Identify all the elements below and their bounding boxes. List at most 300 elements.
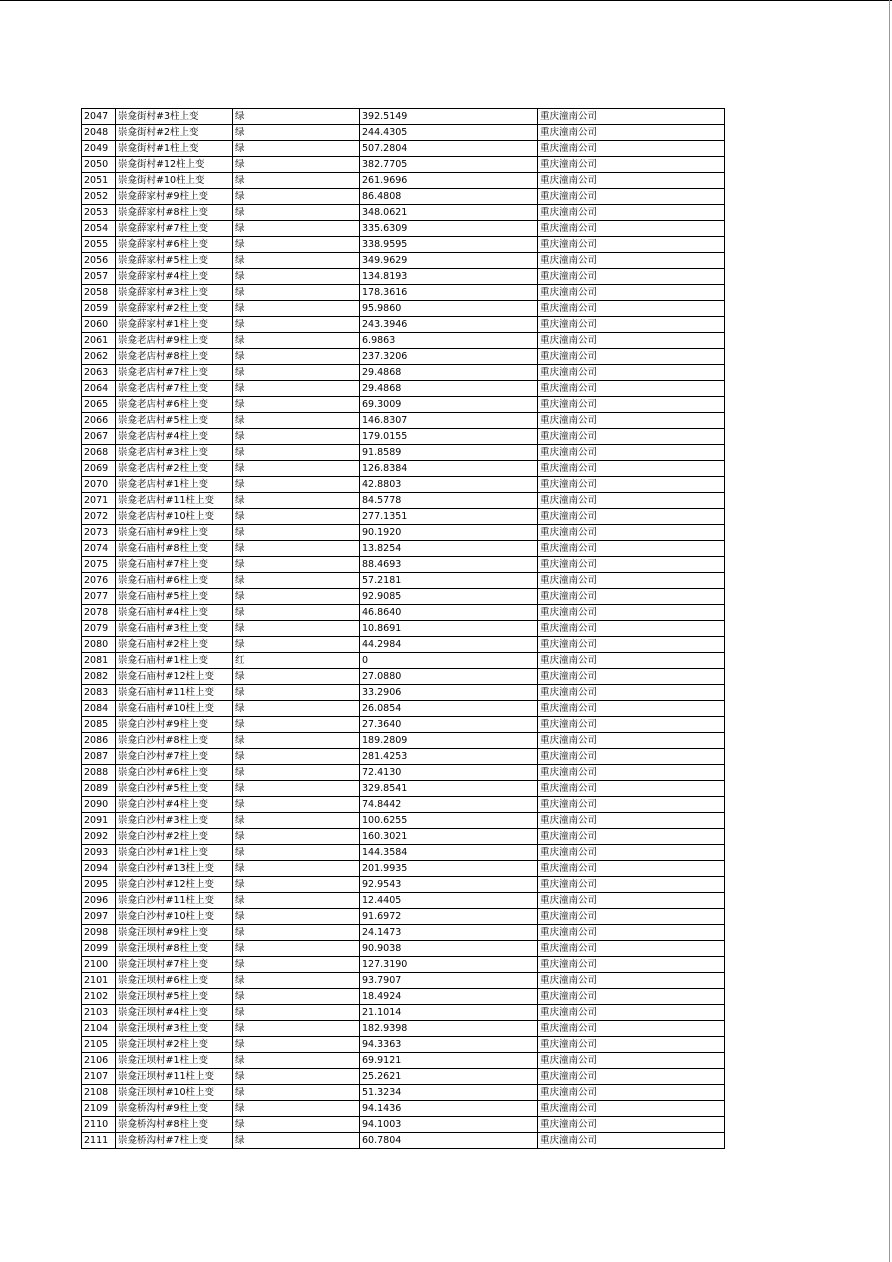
status-cell: 绿 (233, 621, 360, 637)
company-cell: 重庆潼南公司 (538, 605, 725, 621)
status-cell: 绿 (233, 541, 360, 557)
status-cell: 绿 (233, 989, 360, 1005)
transformer-name-cell: 崇龛白沙村#9柱上变 (116, 717, 233, 733)
table-row (82, 1021, 725, 1037)
company-cell: 重庆潼南公司 (538, 1037, 725, 1053)
row-number-cell: 2064 (82, 381, 116, 397)
value-cell: 27.3640 (360, 717, 538, 733)
value-cell: 91.8589 (360, 445, 538, 461)
table-row (82, 829, 725, 845)
value-cell: 44.2984 (360, 637, 538, 653)
table-row (82, 669, 725, 685)
company-cell: 重庆潼南公司 (538, 893, 725, 909)
status-cell: 绿 (233, 253, 360, 269)
status-cell: 绿 (233, 973, 360, 989)
value-cell: 88.4693 (360, 557, 538, 573)
table-row (82, 845, 725, 861)
row-number-cell: 2094 (82, 861, 116, 877)
table-row (82, 317, 725, 333)
transformer-name-cell: 崇龛街村#1柱上变 (116, 141, 233, 157)
value-cell: 201.9935 (360, 861, 538, 877)
status-cell: 绿 (233, 605, 360, 621)
value-cell: 12.4405 (360, 893, 538, 909)
row-number-cell: 2053 (82, 205, 116, 221)
transformer-name-cell: 崇龛白沙村#12柱上变 (116, 877, 233, 893)
transformer-name-cell: 崇龛老店村#4柱上变 (116, 429, 233, 445)
transformer-name-cell: 崇龛石庙村#9柱上变 (116, 525, 233, 541)
value-cell: 349.9629 (360, 253, 538, 269)
transformer-name-cell: 崇龛汪坝村#6柱上变 (116, 973, 233, 989)
status-cell: 绿 (233, 205, 360, 221)
status-cell: 绿 (233, 1101, 360, 1117)
row-number-cell: 2056 (82, 253, 116, 269)
status-cell: 绿 (233, 189, 360, 205)
row-number-cell: 2089 (82, 781, 116, 797)
table-row (82, 781, 725, 797)
company-cell: 重庆潼南公司 (538, 397, 725, 413)
value-cell: 94.1003 (360, 1117, 538, 1133)
company-cell: 重庆潼南公司 (538, 765, 725, 781)
row-number-cell: 2047 (82, 109, 116, 125)
value-cell: 127.3190 (360, 957, 538, 973)
company-cell: 重庆潼南公司 (538, 877, 725, 893)
status-cell: 绿 (233, 317, 360, 333)
table-row (82, 125, 725, 141)
company-cell: 重庆潼南公司 (538, 205, 725, 221)
table-row (82, 1133, 725, 1149)
company-cell: 重庆潼南公司 (538, 1133, 725, 1149)
table-row (82, 909, 725, 925)
row-number-cell: 2059 (82, 301, 116, 317)
table-row (82, 413, 725, 429)
value-cell: 92.9543 (360, 877, 538, 893)
status-cell: 绿 (233, 717, 360, 733)
row-number-cell: 2092 (82, 829, 116, 845)
table-row (82, 221, 725, 237)
table-row (82, 397, 725, 413)
status-cell: 绿 (233, 733, 360, 749)
transformer-name-cell: 崇龛薛家村#3柱上变 (116, 285, 233, 301)
row-number-cell: 2098 (82, 925, 116, 941)
row-number-cell: 2081 (82, 653, 116, 669)
row-number-cell: 2095 (82, 877, 116, 893)
row-number-cell: 2065 (82, 397, 116, 413)
value-cell: 392.5149 (360, 109, 538, 125)
transformer-name-cell: 崇龛石庙村#4柱上变 (116, 605, 233, 621)
table-row (82, 333, 725, 349)
transformer-name-cell: 崇龛薛家村#1柱上变 (116, 317, 233, 333)
company-cell: 重庆潼南公司 (538, 381, 725, 397)
row-number-cell: 2103 (82, 1005, 116, 1021)
transformer-name-cell: 崇龛石庙村#8柱上变 (116, 541, 233, 557)
company-cell: 重庆潼南公司 (538, 1085, 725, 1101)
company-cell: 重庆潼南公司 (538, 413, 725, 429)
row-number-cell: 2069 (82, 461, 116, 477)
value-cell: 179.0155 (360, 429, 538, 445)
status-cell: 绿 (233, 781, 360, 797)
table-row (82, 877, 725, 893)
status-cell: 绿 (233, 1037, 360, 1053)
row-number-cell: 2082 (82, 669, 116, 685)
transformer-name-cell: 崇龛石庙村#11柱上变 (116, 685, 233, 701)
status-cell: 绿 (233, 861, 360, 877)
value-cell: 21.1014 (360, 1005, 538, 1021)
value-cell: 29.4868 (360, 381, 538, 397)
company-cell: 重庆潼南公司 (538, 669, 725, 685)
status-cell: 绿 (233, 877, 360, 893)
value-cell: 94.3363 (360, 1037, 538, 1053)
value-cell: 25.2621 (360, 1069, 538, 1085)
status-cell: 绿 (233, 1069, 360, 1085)
transformer-name-cell: 崇龛桥沟村#7柱上变 (116, 1133, 233, 1149)
transformer-name-cell: 崇龛白沙村#5柱上变 (116, 781, 233, 797)
value-cell: 42.8803 (360, 477, 538, 493)
table-row (82, 621, 725, 637)
value-cell: 178.3616 (360, 285, 538, 301)
value-cell: 10.8691 (360, 621, 538, 637)
status-cell: 绿 (233, 701, 360, 717)
status-cell: 绿 (233, 589, 360, 605)
row-number-cell: 2068 (82, 445, 116, 461)
company-cell: 重庆潼南公司 (538, 173, 725, 189)
row-number-cell: 2083 (82, 685, 116, 701)
table-row (82, 509, 725, 525)
row-number-cell: 2087 (82, 749, 116, 765)
transformer-name-cell: 崇龛桥沟村#8柱上变 (116, 1117, 233, 1133)
company-cell: 重庆潼南公司 (538, 285, 725, 301)
value-cell: 261.9696 (360, 173, 538, 189)
table-row (82, 1037, 725, 1053)
table-row (82, 525, 725, 541)
transformer-name-cell: 崇龛汪坝村#4柱上变 (116, 1005, 233, 1021)
table-row (82, 253, 725, 269)
row-number-cell: 2076 (82, 573, 116, 589)
status-cell: 绿 (233, 333, 360, 349)
transformer-name-cell: 崇龛汪坝村#11柱上变 (116, 1069, 233, 1085)
value-cell: 144.3584 (360, 845, 538, 861)
value-cell: 160.3021 (360, 829, 538, 845)
row-number-cell: 2074 (82, 541, 116, 557)
row-number-cell: 2055 (82, 237, 116, 253)
transformer-name-cell: 崇龛汪坝村#3柱上变 (116, 1021, 233, 1037)
company-cell: 重庆潼南公司 (538, 589, 725, 605)
transformer-name-cell: 崇龛石庙村#1柱上变 (116, 653, 233, 669)
table-row (82, 749, 725, 765)
company-cell: 重庆潼南公司 (538, 477, 725, 493)
table-row (82, 173, 725, 189)
company-cell: 重庆潼南公司 (538, 1069, 725, 1085)
status-cell: 绿 (233, 429, 360, 445)
table-row (82, 157, 725, 173)
value-cell: 74.8442 (360, 797, 538, 813)
company-cell: 重庆潼南公司 (538, 813, 725, 829)
company-cell: 重庆潼南公司 (538, 445, 725, 461)
value-cell: 69.3009 (360, 397, 538, 413)
transformer-name-cell: 崇龛白沙村#6柱上变 (116, 765, 233, 781)
row-number-cell: 2102 (82, 989, 116, 1005)
row-number-cell: 2066 (82, 413, 116, 429)
status-cell: 绿 (233, 397, 360, 413)
company-cell: 重庆潼南公司 (538, 941, 725, 957)
table-row (82, 637, 725, 653)
company-cell: 重庆潼南公司 (538, 141, 725, 157)
transformer-name-cell: 崇龛石庙村#3柱上变 (116, 621, 233, 637)
value-cell: 90.1920 (360, 525, 538, 541)
row-number-cell: 2104 (82, 1021, 116, 1037)
status-cell: 绿 (233, 1021, 360, 1037)
company-cell: 重庆潼南公司 (538, 301, 725, 317)
company-cell: 重庆潼南公司 (538, 1117, 725, 1133)
table-row (82, 957, 725, 973)
company-cell: 重庆潼南公司 (538, 973, 725, 989)
company-cell: 重庆潼南公司 (538, 797, 725, 813)
table-row (82, 141, 725, 157)
value-cell: 348.0621 (360, 205, 538, 221)
table-row (82, 477, 725, 493)
value-cell: 335.6309 (360, 221, 538, 237)
row-number-cell: 2073 (82, 525, 116, 541)
table-row (82, 349, 725, 365)
table-row (82, 813, 725, 829)
transformer-name-cell: 崇龛白沙村#10柱上变 (116, 909, 233, 925)
value-cell: 134.8193 (360, 269, 538, 285)
table-row (82, 381, 725, 397)
transformer-name-cell: 崇龛汪坝村#5柱上变 (116, 989, 233, 1005)
value-cell: 182.9398 (360, 1021, 538, 1037)
table-row (82, 1085, 725, 1101)
status-cell: 绿 (233, 845, 360, 861)
status-cell: 红 (233, 653, 360, 669)
status-cell: 绿 (233, 221, 360, 237)
company-cell: 重庆潼南公司 (538, 861, 725, 877)
table-row (82, 765, 725, 781)
company-cell: 重庆潼南公司 (538, 493, 725, 509)
transformer-name-cell: 崇龛白沙村#2柱上变 (116, 829, 233, 845)
row-number-cell: 2078 (82, 605, 116, 621)
transformer-name-cell: 崇龛薛家村#8柱上变 (116, 205, 233, 221)
row-number-cell: 2106 (82, 1053, 116, 1069)
company-cell: 重庆潼南公司 (538, 221, 725, 237)
transformer-name-cell: 崇龛石庙村#6柱上变 (116, 573, 233, 589)
status-cell: 绿 (233, 669, 360, 685)
value-cell: 29.4868 (360, 365, 538, 381)
table-row (82, 541, 725, 557)
company-cell: 重庆潼南公司 (538, 365, 725, 381)
transformer-name-cell: 崇龛汪坝村#8柱上变 (116, 941, 233, 957)
value-cell: 277.1351 (360, 509, 538, 525)
status-cell: 绿 (233, 1133, 360, 1149)
table-row (82, 589, 725, 605)
value-cell: 146.8307 (360, 413, 538, 429)
table-row (82, 445, 725, 461)
status-cell: 绿 (233, 109, 360, 125)
status-cell: 绿 (233, 1005, 360, 1021)
company-cell: 重庆潼南公司 (538, 125, 725, 141)
transformer-name-cell: 崇龛薛家村#9柱上变 (116, 189, 233, 205)
value-cell: 13.8254 (360, 541, 538, 557)
value-cell: 90.9038 (360, 941, 538, 957)
company-cell: 重庆潼南公司 (538, 749, 725, 765)
transformer-name-cell: 崇龛街村#2柱上变 (116, 125, 233, 141)
row-number-cell: 2079 (82, 621, 116, 637)
page-top-border (0, 0, 892, 1)
transformer-name-cell: 崇龛薛家村#2柱上变 (116, 301, 233, 317)
row-number-cell: 2101 (82, 973, 116, 989)
table-row (82, 205, 725, 221)
status-cell: 绿 (233, 1117, 360, 1133)
table-row (82, 605, 725, 621)
status-cell: 绿 (233, 125, 360, 141)
row-number-cell: 2111 (82, 1133, 116, 1149)
transformer-name-cell: 崇龛汪坝村#1柱上变 (116, 1053, 233, 1069)
value-cell: 0 (360, 653, 538, 669)
company-cell: 重庆潼南公司 (538, 109, 725, 125)
status-cell: 绿 (233, 557, 360, 573)
transformer-name-cell: 崇龛石庙村#10柱上变 (116, 701, 233, 717)
table-row (82, 1101, 725, 1117)
status-cell: 绿 (233, 909, 360, 925)
table-row (82, 653, 725, 669)
transformer-table (81, 108, 725, 1149)
company-cell: 重庆潼南公司 (538, 189, 725, 205)
status-cell: 绿 (233, 237, 360, 253)
value-cell: 27.0880 (360, 669, 538, 685)
status-cell: 绿 (233, 797, 360, 813)
status-cell: 绿 (233, 301, 360, 317)
row-number-cell: 2052 (82, 189, 116, 205)
company-cell: 重庆潼南公司 (538, 509, 725, 525)
value-cell: 100.6255 (360, 813, 538, 829)
company-cell: 重庆潼南公司 (538, 909, 725, 925)
company-cell: 重庆潼南公司 (538, 1053, 725, 1069)
value-cell: 51.3234 (360, 1085, 538, 1101)
value-cell: 18.4924 (360, 989, 538, 1005)
transformer-name-cell: 崇龛老店村#3柱上变 (116, 445, 233, 461)
row-number-cell: 2071 (82, 493, 116, 509)
table-row (82, 1069, 725, 1085)
status-cell: 绿 (233, 413, 360, 429)
company-cell: 重庆潼南公司 (538, 733, 725, 749)
transformer-name-cell: 崇龛白沙村#8柱上变 (116, 733, 233, 749)
company-cell: 重庆潼南公司 (538, 621, 725, 637)
transformer-name-cell: 崇龛街村#10柱上变 (116, 173, 233, 189)
table-row (82, 925, 725, 941)
status-cell: 绿 (233, 829, 360, 845)
row-number-cell: 2062 (82, 349, 116, 365)
transformer-name-cell: 崇龛薛家村#4柱上变 (116, 269, 233, 285)
transformer-name-cell: 崇龛汪坝村#10柱上变 (116, 1085, 233, 1101)
status-cell: 绿 (233, 141, 360, 157)
row-number-cell: 2086 (82, 733, 116, 749)
transformer-name-cell: 崇龛白沙村#11柱上变 (116, 893, 233, 909)
table-row (82, 941, 725, 957)
value-cell: 329.8541 (360, 781, 538, 797)
value-cell: 26.0854 (360, 701, 538, 717)
transformer-name-cell: 崇龛薛家村#5柱上变 (116, 253, 233, 269)
table-row (82, 269, 725, 285)
value-cell: 60.7804 (360, 1133, 538, 1149)
table-row (82, 285, 725, 301)
company-cell: 重庆潼南公司 (538, 557, 725, 573)
transformer-name-cell: 崇龛老店村#5柱上变 (116, 413, 233, 429)
table-row (82, 429, 725, 445)
transformer-name-cell: 崇龛老店村#6柱上变 (116, 397, 233, 413)
transformer-name-cell: 崇龛汪坝村#2柱上变 (116, 1037, 233, 1053)
transformer-name-cell: 崇龛老店村#11柱上变 (116, 493, 233, 509)
value-cell: 507.2804 (360, 141, 538, 157)
row-number-cell: 2058 (82, 285, 116, 301)
row-number-cell: 2099 (82, 941, 116, 957)
status-cell: 绿 (233, 157, 360, 173)
table-row (82, 861, 725, 877)
transformer-name-cell: 崇龛老店村#9柱上变 (116, 333, 233, 349)
value-cell: 33.2906 (360, 685, 538, 701)
value-cell: 46.8640 (360, 605, 538, 621)
status-cell: 绿 (233, 765, 360, 781)
company-cell: 重庆潼南公司 (538, 925, 725, 941)
status-cell: 绿 (233, 493, 360, 509)
row-number-cell: 2107 (82, 1069, 116, 1085)
row-number-cell: 2105 (82, 1037, 116, 1053)
status-cell: 绿 (233, 509, 360, 525)
row-number-cell: 2090 (82, 797, 116, 813)
row-number-cell: 2088 (82, 765, 116, 781)
transformer-name-cell: 崇龛街村#12柱上变 (116, 157, 233, 173)
row-number-cell: 2051 (82, 173, 116, 189)
transformer-name-cell: 崇龛石庙村#2柱上变 (116, 637, 233, 653)
table-row (82, 685, 725, 701)
row-number-cell: 2067 (82, 429, 116, 445)
row-number-cell: 2093 (82, 845, 116, 861)
row-number-cell: 2084 (82, 701, 116, 717)
company-cell: 重庆潼南公司 (538, 317, 725, 333)
value-cell: 72.4130 (360, 765, 538, 781)
value-cell: 382.7705 (360, 157, 538, 173)
row-number-cell: 2100 (82, 957, 116, 973)
row-number-cell: 2109 (82, 1101, 116, 1117)
table-row (82, 989, 725, 1005)
company-cell: 重庆潼南公司 (538, 701, 725, 717)
row-number-cell: 2050 (82, 157, 116, 173)
company-cell: 重庆潼南公司 (538, 637, 725, 653)
company-cell: 重庆潼南公司 (538, 573, 725, 589)
table-row (82, 573, 725, 589)
value-cell: 95.9860 (360, 301, 538, 317)
company-cell: 重庆潼南公司 (538, 461, 725, 477)
company-cell: 重庆潼南公司 (538, 653, 725, 669)
table-row (82, 461, 725, 477)
row-number-cell: 2070 (82, 477, 116, 493)
transformer-name-cell: 崇龛老店村#2柱上变 (116, 461, 233, 477)
table-row (82, 733, 725, 749)
row-number-cell: 2096 (82, 893, 116, 909)
row-number-cell: 2077 (82, 589, 116, 605)
value-cell: 243.3946 (360, 317, 538, 333)
value-cell: 24.1473 (360, 925, 538, 941)
table-row (82, 301, 725, 317)
transformer-name-cell: 崇龛白沙村#3柱上变 (116, 813, 233, 829)
row-number-cell: 2063 (82, 365, 116, 381)
transformer-name-cell: 崇龛石庙村#7柱上变 (116, 557, 233, 573)
row-number-cell: 2049 (82, 141, 116, 157)
transformer-name-cell: 崇龛薛家村#7柱上变 (116, 221, 233, 237)
table-row (82, 557, 725, 573)
row-number-cell: 2060 (82, 317, 116, 333)
transformer-name-cell: 崇龛白沙村#13柱上变 (116, 861, 233, 877)
company-cell: 重庆潼南公司 (538, 269, 725, 285)
transformer-name-cell: 崇龛老店村#10柱上变 (116, 509, 233, 525)
status-cell: 绿 (233, 381, 360, 397)
